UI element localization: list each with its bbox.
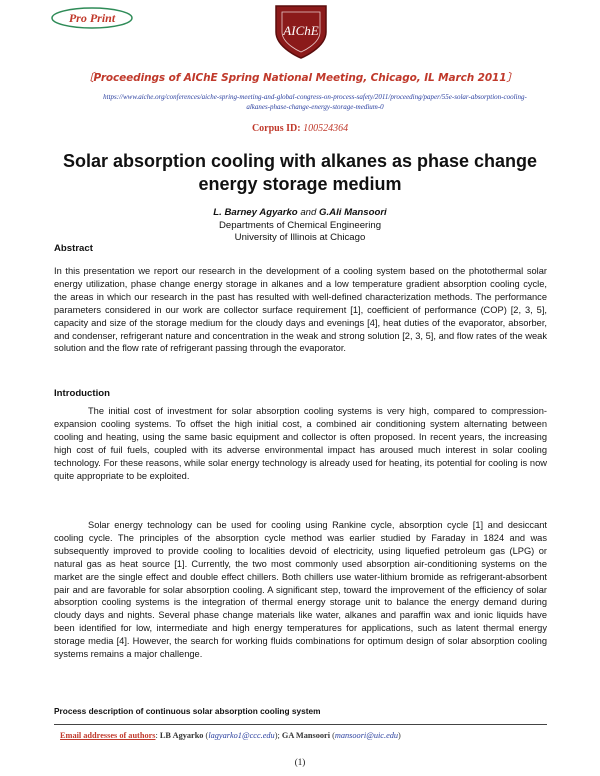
- title-line-1: Solar absorption cooling with alkanes as phase change: [62, 151, 538, 171]
- proceedings-line: 〔Proceedings of AIChE Spring National Meeting, Chicago, IL March 2011〕: [83, 72, 517, 84]
- author-block: [0, 207, 600, 245]
- url-line-2[interactable]: alkanes-phase-change-energy-storage-medium-0: [246, 103, 384, 111]
- url-line-1[interactable]: https://www.aiche.org/conferences/aiche-spring-meeting-and-global-congress-on-process-safety/2011/proceeding/paper/55e-solar-absorption-cooling-: [103, 93, 527, 101]
- proprint-logo-text: Pro Print: [68, 11, 116, 25]
- corpus-label: Corpus ID:: [251, 123, 301, 134]
- abstract-heading: Abstract: [54, 243, 93, 254]
- author-department: Departments of Chemical Engineering: [218, 219, 382, 231]
- proceeding-url[interactable]: [70, 92, 560, 112]
- abstract-text: In this presentation we report our research in the development of a cooling system based on the photothermal solar energy utilization, phase change energy storage in alkanes and a low temperature gradient absorption cooling cycle, the areas in which our research in the past has resulted with well-defined characterization methods. The performance parameters considered in our work are collector surface requirement [1], coefficient of performance (COP) [2, 3, 5], capacity and size of the storage medium for the cloudy days and evenings [4], heat duties of the evaporator, absorber, and condenser, refrigerant nature and concentration in the weak and strong solution [2, 3, 5], and flow rates of the weak solution and the flow rate of refrigerant passing through the evaporator.: [54, 266, 547, 354]
- proprint-logo: [50, 6, 134, 30]
- footnote-divider: [54, 724, 547, 725]
- introduction-heading: Introduction: [54, 388, 110, 399]
- page-number: (1): [294, 757, 306, 767]
- email-author-1[interactable]: lagyarko1@ccc.edu: [208, 731, 275, 740]
- corpus-number: 100524364: [303, 123, 349, 134]
- email-author-1-name: LB Agyarko: [159, 731, 204, 740]
- aiche-logo: [268, 2, 334, 60]
- email-author-2[interactable]: mansoori@uic.edu: [334, 731, 399, 740]
- title-line-2: energy storage medium: [198, 174, 402, 194]
- author-university: University of Illinois at Chicago: [234, 232, 366, 243]
- process-heading: Process description of continuous solar absorption cooling system: [54, 706, 321, 716]
- proceedings-text: Proceedings of AIChE Spring National Meeting, Chicago, IL March 2011: [93, 72, 507, 84]
- author-emails: Email addresses of authors: LB Agyarko (lagyarko1@ccc.edu); GA Mansoori (mansoori@uic.edu): [60, 731, 401, 740]
- paper-title: [40, 150, 560, 196]
- introduction-paragraph-1: The initial cost of investment for solar absorption cooling systems is very high, compared to compression-expansion cooling systems. To offset the high initial cost, a combined air conditioning system alternating between cooling and heating, using the same basic equipment and collector is often proposed. In recent years, the increasing high cost of fuil fuels, coupled with its adverse environmental impact has aroused much interest in solar cooling technology. For these reasons, while solar energy technology is already used for heating, its potential for cooling is now quite appropriate to be exploited.: [54, 406, 547, 481]
- author-2: G.Ali Mansoori: [319, 207, 387, 218]
- aiche-logo-text: AIChE: [283, 23, 319, 38]
- corpus-id: [0, 123, 600, 134]
- author-and: and: [300, 207, 317, 218]
- email-author-2-name: GA Mansoori: [281, 731, 331, 740]
- author-1: L. Barney Agyarko: [213, 207, 298, 218]
- introduction-paragraph-2: Solar energy technology can be used for cooling using Rankine cycle, absorption cycle [1] and desiccant cooling cycle. The principles of the absorption cycle method was earlier studied by Faraday in 1824 and was subsequently improved to provide cooling to localities devoid of electricity, using liquefied petroleum gas (LPG) or natural gas as heat source [1]. Currently, the two most commonly used absorption air-conditioning systems on the market are the single effect and double effect chillers. Both chillers use water-lithium bromide as refrigerant-absorbent pair and are favorable for solar absorption cooling. A significant step, toward the improvement of the efficiency of solar absorption cooling systems is the integration of thermal energy storage unit to balance the energy demand during cloudy days and nights. Several phase change materials like water, alkanes and paraffin wax and ionic liquids have been identified for low, intermediate and high energy temperatures for applications, such as latent thermal energy storage media [4]. However, the search for working fluids combinations for optimum design of solar absorption cooling systems remains a major challenge.: [54, 520, 547, 660]
- email-label: Email addresses of authors: [60, 731, 156, 740]
